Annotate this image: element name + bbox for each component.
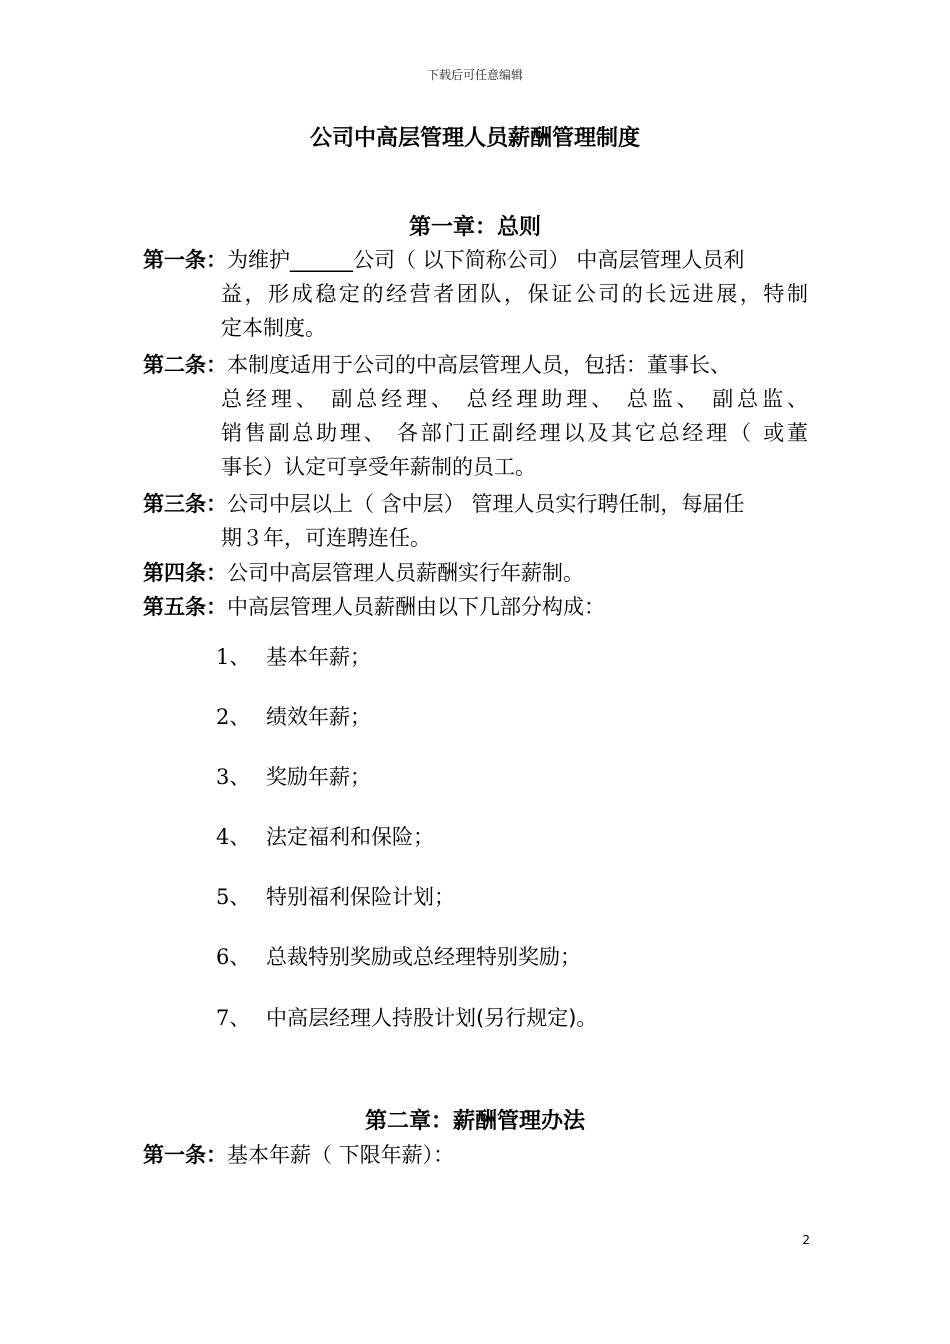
chapter-1-heading: 第一章：总则 xyxy=(408,215,541,240)
article-label: 第一条： xyxy=(143,248,227,272)
article-label: 第三条： xyxy=(143,492,227,516)
list-item xyxy=(216,822,434,852)
article-line: 本制度适用于公司的中高层管理人员，包括：董事长、 xyxy=(227,353,731,377)
page-header-note: 下载后可任意编辑 xyxy=(426,68,523,82)
list-item xyxy=(216,882,455,912)
list-item-number: 6、 xyxy=(216,945,251,969)
list-item-number: 2、 xyxy=(216,705,251,729)
article-2 xyxy=(143,348,808,484)
article-line: 益，形成稳定的经营者团队，保证公司的长远进展，特制 xyxy=(221,282,808,306)
list-item-number: 4、 xyxy=(216,825,251,849)
list-item-text: 基本年薪； xyxy=(266,645,371,669)
article-label: 第五条： xyxy=(143,595,227,619)
list-item xyxy=(216,1003,597,1033)
list-item-text: 法定福利和保险； xyxy=(266,825,434,849)
chapter-2-article-1 xyxy=(143,1138,808,1172)
article-line: 期３年，可连聘连任。 xyxy=(221,526,431,550)
article-3 xyxy=(143,487,808,555)
document-title: 公司中高层管理人员薪酬管理制度 xyxy=(309,126,640,151)
article-line: 公司中层以上（ 含中层） 管理人员实行聘任制，每届任 xyxy=(227,492,745,516)
article-label: 第一条： xyxy=(143,1143,227,1167)
list-item-number: 3、 xyxy=(216,765,251,789)
article-line: 定本制度。 xyxy=(221,316,326,340)
article-5 xyxy=(143,590,808,624)
list-item-number: 1、 xyxy=(216,645,251,669)
article-line: 事长）认定可享受年薪制的员工。 xyxy=(221,455,536,479)
article-line: 销售副总助理、 各部门正副经理以及其它总经理（ 或董 xyxy=(221,421,808,445)
list-item-number: 5、 xyxy=(216,885,251,909)
article-line: 中高层管理人员薪酬由以下几部分构成： xyxy=(227,595,605,619)
list-item-text: 特别福利保险计划； xyxy=(266,885,455,909)
list-item-text: 中高层经理人持股计划(另行规定)。 xyxy=(266,1006,598,1030)
article-1 xyxy=(143,243,808,345)
article-label: 第四条： xyxy=(143,561,227,585)
article-line: 公司中高层管理人员薪酬实行年薪制。 xyxy=(227,561,584,585)
list-item xyxy=(216,942,581,972)
article-line: 总经理、 副总经理、 总经理助理、 总监、 副总监、 xyxy=(221,387,808,411)
article-line: 为维护______公司（ 以下简称公司） 中高层管理人员利 xyxy=(227,248,745,272)
list-item xyxy=(216,702,371,732)
article-label: 第二条： xyxy=(143,353,227,377)
article-4 xyxy=(143,556,808,590)
list-item-text: 绩效年薪； xyxy=(266,705,371,729)
list-item-text: 总裁特别奖励或总经理特别奖励； xyxy=(266,945,581,969)
list-item-number: 7、 xyxy=(216,1006,251,1030)
article-line: 基本年薪（ 下限年薪）： xyxy=(227,1143,455,1167)
chapter-2-heading: 第二章：薪酬管理办法 xyxy=(364,1109,585,1134)
list-item-text: 奖励年薪； xyxy=(266,765,371,789)
list-item xyxy=(216,762,371,792)
list-item xyxy=(216,642,371,672)
page-number: 2 xyxy=(802,1233,810,1247)
